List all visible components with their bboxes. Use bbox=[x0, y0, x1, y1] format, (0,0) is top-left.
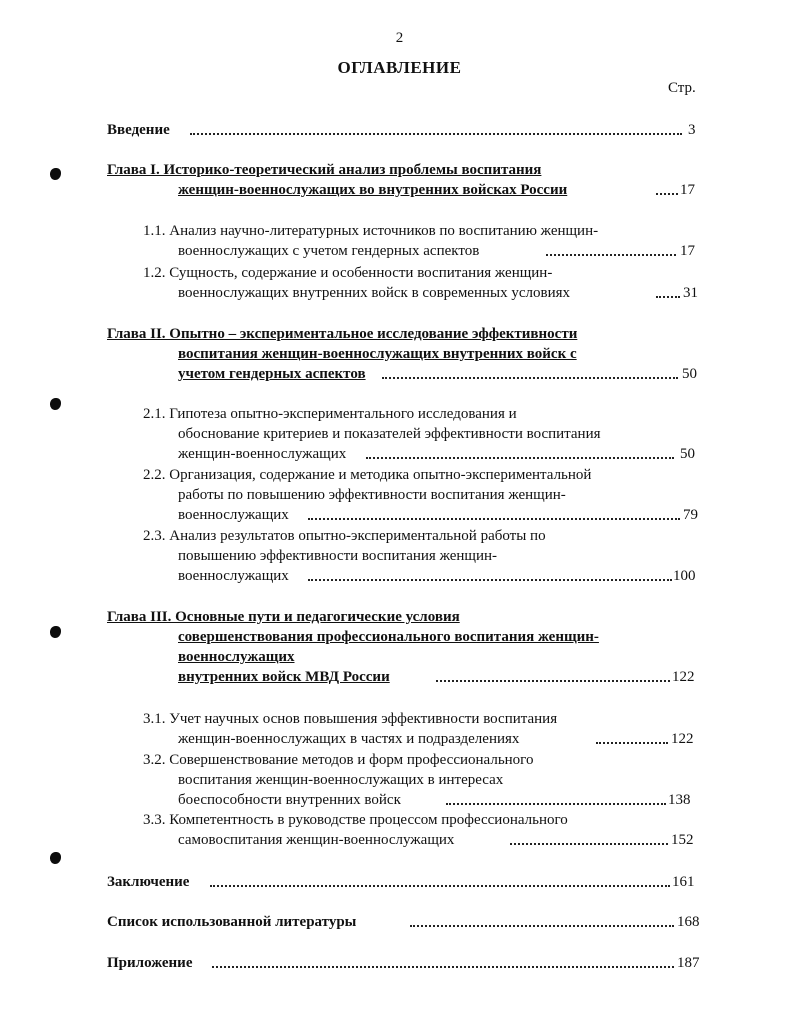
toc-page-number: 17 bbox=[680, 182, 695, 198]
toc-page-number: 187 bbox=[677, 955, 700, 971]
binder-hole-3 bbox=[50, 626, 61, 638]
toc-entry-label: 2.3. Анализ результатов опытно-экспериментальной работы по bbox=[143, 528, 546, 544]
toc-leader bbox=[656, 296, 680, 298]
binder-hole-4 bbox=[50, 852, 61, 864]
toc-entry-label: совершенствования профессионального воспитания женщин- bbox=[178, 629, 599, 645]
toc-page-number: 122 bbox=[671, 731, 694, 747]
toc-entry-label: Заключение bbox=[107, 874, 190, 890]
toc-entry-label: 3.1. Учет научных основ повышения эффективности воспитания bbox=[143, 711, 558, 727]
toc-page-number: 79 bbox=[683, 507, 698, 523]
toc-entry-label: самовоспитания женщин-военнослужащих bbox=[178, 832, 455, 848]
toc-entry-label: воспитания женщин-военнослужащих внутренних войск с bbox=[178, 346, 577, 362]
toc-entry-label: женщин-военнослужащих bbox=[178, 446, 347, 462]
toc-leader bbox=[212, 966, 674, 968]
toc-page-number: 161 bbox=[672, 874, 695, 890]
toc-entry-label: Приложение bbox=[107, 955, 193, 971]
toc-entry-label: 1.2. Сущность, содержание и особенности воспитания женщин- bbox=[143, 265, 553, 281]
toc-entry-label: Глава III. Основные пути и педагогические условия bbox=[107, 609, 460, 625]
toc-entry-label: Список использованной литературы bbox=[107, 914, 357, 930]
toc-leader bbox=[410, 925, 674, 927]
toc-page-number: 152 bbox=[671, 832, 694, 848]
toc-entry-label: внутренних войск МВД России bbox=[178, 669, 390, 685]
toc-entry-label: военнослужащих bbox=[178, 507, 289, 523]
binder-hole-1 bbox=[50, 168, 61, 180]
toc-entry-label: 1.1. Анализ научно-литературных источников по воспитанию женщин- bbox=[143, 223, 599, 239]
toc-leader bbox=[190, 133, 682, 135]
toc-page-number: 31 bbox=[683, 285, 698, 301]
toc-page-number: 50 bbox=[680, 446, 695, 462]
toc-entry-label: Введение bbox=[107, 122, 170, 138]
page-number: 2 bbox=[395, 30, 404, 46]
toc-page-number: 138 bbox=[668, 792, 691, 808]
toc-entry-label: военнослужащих с учетом гендерных аспектов bbox=[178, 243, 480, 259]
toc-leader bbox=[446, 803, 666, 805]
toc-page-number: 3 bbox=[688, 122, 696, 138]
toc-entry-label: женщин-военнослужащих во внутренних войсках России bbox=[178, 182, 568, 198]
toc-leader bbox=[510, 843, 668, 845]
toc-entry-label: 2.2. Организация, содержание и методика опытно-экспериментальной bbox=[143, 467, 592, 483]
toc-page-number: 168 bbox=[677, 914, 700, 930]
toc-entry-label: военнослужащих внутренних войск в современных условиях bbox=[178, 285, 570, 301]
toc-entry-label: воспитания женщин-военнослужащих в интересах bbox=[178, 772, 504, 788]
page-column-label: Стр. bbox=[668, 80, 696, 96]
toc-leader bbox=[366, 457, 674, 459]
toc-leader bbox=[436, 680, 670, 682]
toc-entry-label: Глава I. Историко-теоретический анализ проблемы воспитания bbox=[107, 162, 542, 178]
toc-page-number: 100 bbox=[673, 568, 696, 584]
toc-page-number: 122 bbox=[672, 669, 695, 685]
toc-entry-label: военнослужащих bbox=[178, 568, 289, 584]
toc-leader bbox=[210, 885, 670, 887]
toc-entry-label: 3.2. Совершенствование методов и форм профессионального bbox=[143, 752, 534, 768]
toc-leader bbox=[656, 193, 678, 195]
toc-entry-label: боеспособности внутренних войск bbox=[178, 792, 401, 808]
page-title: ОГЛАВЛЕНИЕ bbox=[337, 58, 462, 77]
toc-entry-label: женщин-военнослужащих в частях и подразделениях bbox=[178, 731, 520, 747]
toc-entry-label: повышению эффективности воспитания женщин- bbox=[178, 548, 498, 564]
toc-entry-label: 2.1. Гипотеза опытно-экспериментального исследования и bbox=[143, 406, 517, 422]
toc-entry-label: обоснование критериев и показателей эффективности воспитания bbox=[178, 426, 601, 442]
toc-entry-label: военнослужащих bbox=[178, 649, 295, 665]
toc-page-number: 50 bbox=[682, 366, 697, 382]
binder-hole-2 bbox=[50, 398, 61, 410]
toc-page-number: 17 bbox=[680, 243, 695, 259]
toc-leader bbox=[308, 579, 672, 581]
toc-entry-label: работы по повышению эффективности воспитания женщин- bbox=[178, 487, 566, 503]
toc-leader bbox=[308, 518, 680, 520]
toc-entry-label: учетом гендерных аспектов bbox=[178, 366, 366, 382]
toc-leader bbox=[382, 377, 678, 379]
toc-leader bbox=[546, 254, 676, 256]
toc-entry-label: Глава II. Опытно – экспериментальное исследование эффективности bbox=[107, 326, 578, 342]
toc-entry-label: 3.3. Компетентность в руководстве процессом профессионального bbox=[143, 812, 568, 828]
toc-leader bbox=[596, 742, 668, 744]
